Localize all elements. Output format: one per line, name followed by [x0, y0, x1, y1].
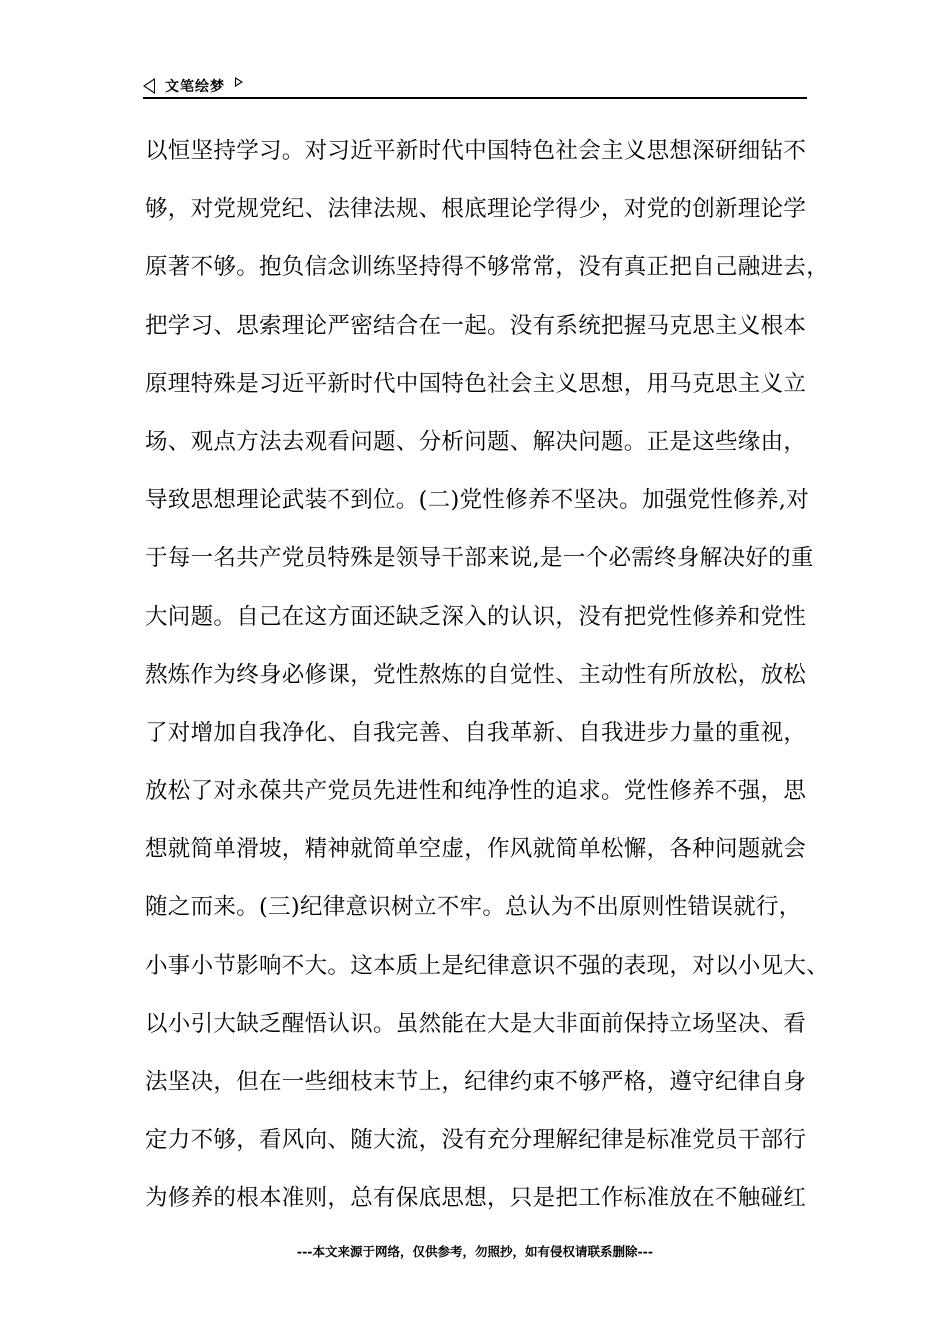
- body-line: 了对增加自我净化、自我完善、自我革新、自我进步力量的重视，: [145, 719, 807, 746]
- page-header: [143, 74, 807, 98]
- body-line: 大问题。自己在这方面还缺乏深入的认识，没有把党性修养和党性: [145, 603, 807, 630]
- body-line: 导致思想理论武装不到位。(二)党性修养不坚决。加强党性修养,对: [145, 487, 810, 514]
- body-line: 法坚决，但在一些细枝末节上，纪律约束不够严格，遵守纪律自身: [145, 1069, 807, 1095]
- body-line: 够，对党规党纪、法律法规、根底理论学得少，对党的创新理论学: [145, 196, 807, 223]
- body-line: 场、观点方法去观看问题、分析问题、解决问题。正是这些缘由，: [145, 428, 807, 455]
- body-line: 于每一名共产党员特殊是领导干部来说,是一个必需终身解决好的重: [145, 545, 814, 572]
- document-body: [145, 122, 830, 1228]
- triangle-left-icon: [143, 78, 155, 94]
- body-line: 熬炼作为终身必修课，党性熬炼的自觉性、主动性有所放松，放松: [145, 661, 807, 688]
- body-line: 想就简单滑坡，精神就简单空虚，作风就简单松懈，各种问题就会: [145, 836, 807, 863]
- body-line: 以小引大缺乏醒悟认识。虽然能在大是大非面前保持立场坚决、看: [145, 1010, 807, 1037]
- body-line: 随之而来。(三)纪律意识树立不牢。总认为不出原则性错误就行，: [145, 894, 802, 921]
- body-line: 为修养的根本准则，总有保底思想，只是把工作标准放在不触碰红: [145, 1185, 807, 1212]
- body-line: 以恒坚持学习。对习近平新时代中国特色社会主义思想深研细钻不: [145, 138, 807, 164]
- body-line: 原理特殊是习近平新时代中国特色社会主义思想，用马克思主义立: [145, 370, 807, 397]
- triangle-right-icon: [235, 77, 243, 87]
- header-brand: 文笔绘梦: [165, 79, 225, 95]
- header-divider: [143, 97, 807, 99]
- body-line: 小事小节影响不大。这本质上是纪律意识不强的表现，对以小见大、: [145, 952, 830, 979]
- footer-notice: ---本文来源于网络，仅供参考，勿照抄，如有侵权请联系删除---: [296, 1244, 654, 1259]
- body-line: 把学习、思索理论严密结合在一起。没有系统把握马克思主义根本: [145, 312, 807, 339]
- body-line: 放松了对永葆共产党员先进性和纯净性的追求。党性修养不强，思: [145, 778, 807, 805]
- body-line: 原著不够。抱负信念训练坚持得不够常常，没有真正把自己融进去，: [145, 254, 830, 281]
- body-line: 定力不够，看风向、随大流，没有充分理解纪律是标准党员干部行: [145, 1127, 807, 1154]
